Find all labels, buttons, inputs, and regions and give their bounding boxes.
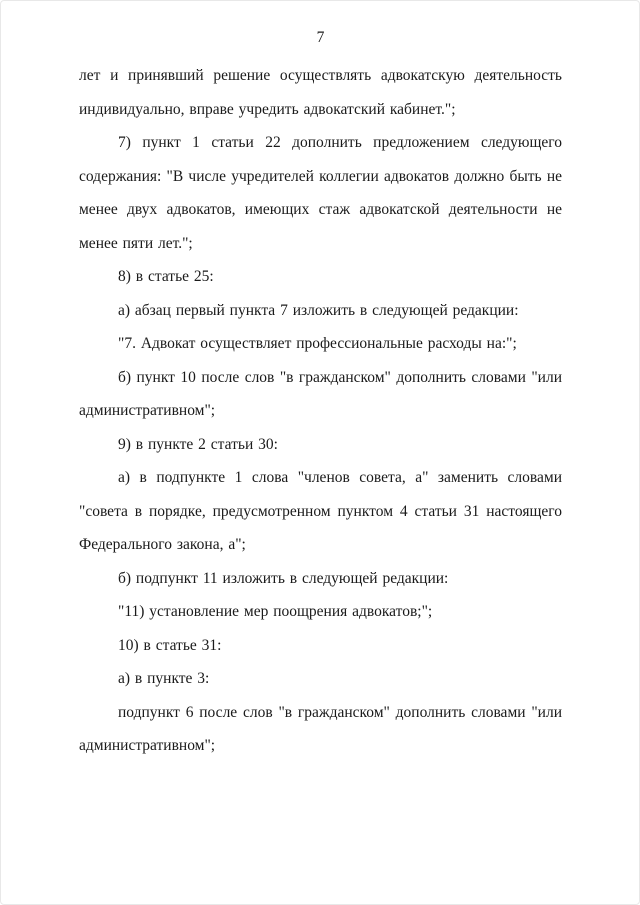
paragraph-continuation: лет и принявший решение осуществлять адвокатскую деятельность индивидуально, вправе учредить адвокатский кабинет."; [79,67,562,118]
paragraph-item-10a: а) в пункте 3: [118,670,210,687]
paragraph-item-9a: а) в подпункте 1 слова "членов совета, а" заменить словами "совета в порядке, предусмотренном пунктом 4 статьи 31 настоящего Федерального закона, а"; [79,469,562,553]
paragraph-item-8: 8) в статье 25: [118,268,214,285]
paragraph-item-8b: б) пункт 10 после слов "в гражданском" дополнить словами "или административном"; [79,368,562,419]
paragraph-item-7: 7) пункт 1 статьи 22 дополнить предложением следующего содержания: "В числе учредителей коллегии адвокатов должно быть не менее двух адвокатов, имеющих стаж адвокатской деятельности не менее пяти лет."; [79,134,562,252]
paragraph-quote-7: "7. Адвокат осуществляет профессиональные расходы на:"; [118,335,517,352]
paragraph-item-9: 9) в пункте 2 статьи 30: [118,435,278,453]
document-body [79,59,562,763]
paragraph-quote-11: "11) установление мер поощрения адвокатов;"; [118,603,433,620]
paragraph-item-9b: б) подпункт 11 изложить в следующей редакции: [118,569,449,587]
page-number: 7 [316,29,325,46]
paragraph-item-10: 10) в статье 31: [118,636,222,654]
paragraph-subitem-6: подпункт 6 после слов "в гражданском" дополнить словами "или административном"; [79,703,562,754]
paragraph-item-8a: а) абзац первый пункта 7 изложить в следующей редакции: [118,301,519,319]
